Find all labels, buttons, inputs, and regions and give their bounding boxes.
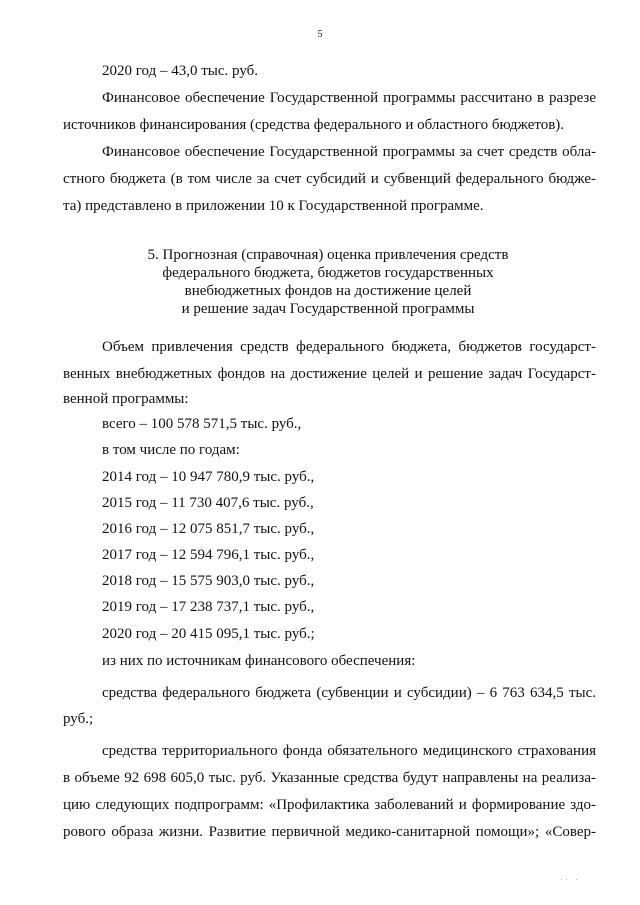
territorial-fund-line: средства территориального фонда обязательного медицинского страхования [102,743,596,759]
volume-paragraph-line: венной программы: [63,391,189,407]
year-item: 2016 год – 12 075 851,7 тыс. руб., [102,521,315,537]
paragraph-sources-line-1: Финансовое обеспечение Государственной программы рассчитано в разрезе [102,90,596,106]
federal-funds-line: руб.; [63,711,94,727]
scan-artifact: ·· · [560,876,581,884]
page-number: 5 [317,29,323,40]
paragraph-sources-line-2: источников финансирования (средства федерального и областного бюджетов). [63,117,565,133]
by-years-label: в том числе по годам: [102,442,240,458]
volume-paragraph-line: Объем привлечения средств федерального бюджета, бюджетов государст- [102,339,596,355]
paragraph-regional-line-1: Финансовое обеспечение Государственной программы за счет средств обла- [102,144,596,160]
year-item: 2020 год – 20 415 095,1 тыс. руб.; [102,626,315,642]
funding-2020-regional: 2020 год – 43,0 тыс. руб. [102,63,259,79]
territorial-fund-line: цию следующих подпрограмм: «Профилактика заболеваний и формирование здо- [63,797,596,813]
section-heading-line: и решение задач Государственной программы [181,301,475,317]
paragraph-regional-line-2: стного бюджета (в том числе за счет субсидий и субвенций федерального бюдже- [63,171,596,187]
federal-funds-line: средства федерального бюджета (субвенции и субсидии) – 6 763 634,5 тыс. [102,685,596,701]
year-item: 2018 год – 15 575 903,0 тыс. руб., [102,573,315,589]
year-item: 2015 год – 11 730 407,6 тыс. руб., [102,495,314,511]
total-amount: всего – 100 578 571,5 тыс. руб., [102,416,302,432]
sources-label: из них по источникам финансового обеспечения: [102,653,416,669]
section-heading-line: федерального бюджета, бюджетов государственных [162,265,494,281]
section-heading-line: внебюджетных фондов на достижение целей [184,283,472,299]
paragraph-regional-line-3: та) представлено в приложении 10 к Государственной программе. [63,198,484,214]
volume-paragraph-line: венных внебюджетных фондов на достижение целей и решение задач Государст- [63,366,596,382]
year-item: 2019 год – 17 238 737,1 тыс. руб., [102,599,315,615]
section-heading-line: 5. Прогнозная (справочная) оценка привлечения средств [147,247,509,263]
year-item: 2014 год – 10 947 780,9 тыс. руб., [102,469,315,485]
territorial-fund-line: рового образа жизни. Развитие первичной медико-санитарной помощи»; «Совер- [63,824,596,840]
year-item: 2017 год – 12 594 796,1 тыс. руб., [102,547,315,563]
territorial-fund-line: в объеме 92 698 605,0 тыс. руб. Указанные средства будут направлены на реализа- [63,770,596,786]
